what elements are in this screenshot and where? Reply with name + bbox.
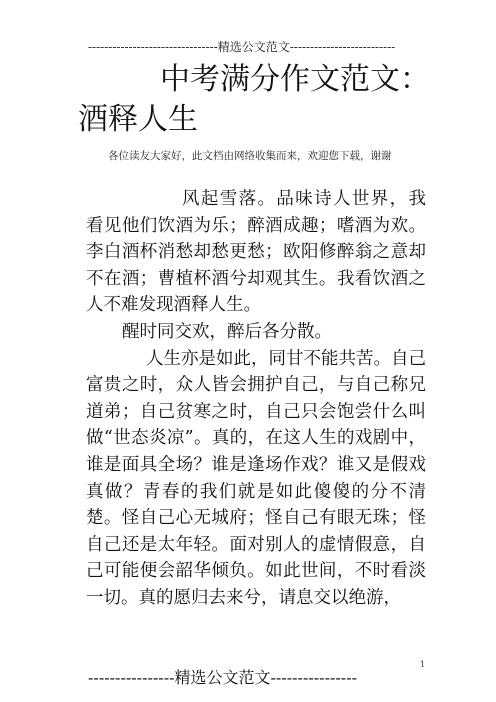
body-paragraph: 人生亦是如此，同甘不能共苦。自己富贵之时，众人皆会拥护自己，与自己称兄道弟；自己贫寒之时，自己只会饱尝什么叫做“世态炎凉”。真的，在这人生的戏剧中，谁是面具全场？谁是逢场作戏？谁又是假戏真做？青春的我们就是如此傻傻的分不清楚。怪自己心无城府；怪自己有眼无珠；怪自己还是太年轻。面对别人的虚情假意，自己可能便会韶华倾负。如此世间，不时看淡一切。真的愿归去来兮，请息交以绝游， [86, 348, 426, 608]
page-number: 1 [420, 660, 426, 669]
document-body [86, 186, 426, 612]
document-subtitle: 各位读友大家好，此文档由网络收集而来，欢迎您下载，谢谢 [108, 150, 392, 162]
page-header: --------------------------------精选公文范文-------------------------- [88, 40, 396, 54]
body-paragraph: 醒时同交欢，醉后各分散。 [122, 321, 332, 342]
title-line-1: 中考满分作文范文： [160, 62, 430, 97]
document-title [78, 60, 428, 140]
body-paragraph: 风起雪落。品味诗人世界，我看见他们饮酒为乐；醉酒成趣；嗜酒为欢。李白酒杯消愁却愁更愁；欧阳修醉翁之意却不在酒；曹植杯酒兮却观其生。我看饮酒之人不难发现酒释人生。 [86, 189, 426, 316]
page-footer: ----------------精选公文范文---------------- [88, 668, 358, 687]
title-line-2: 酒释人生 [78, 102, 198, 137]
